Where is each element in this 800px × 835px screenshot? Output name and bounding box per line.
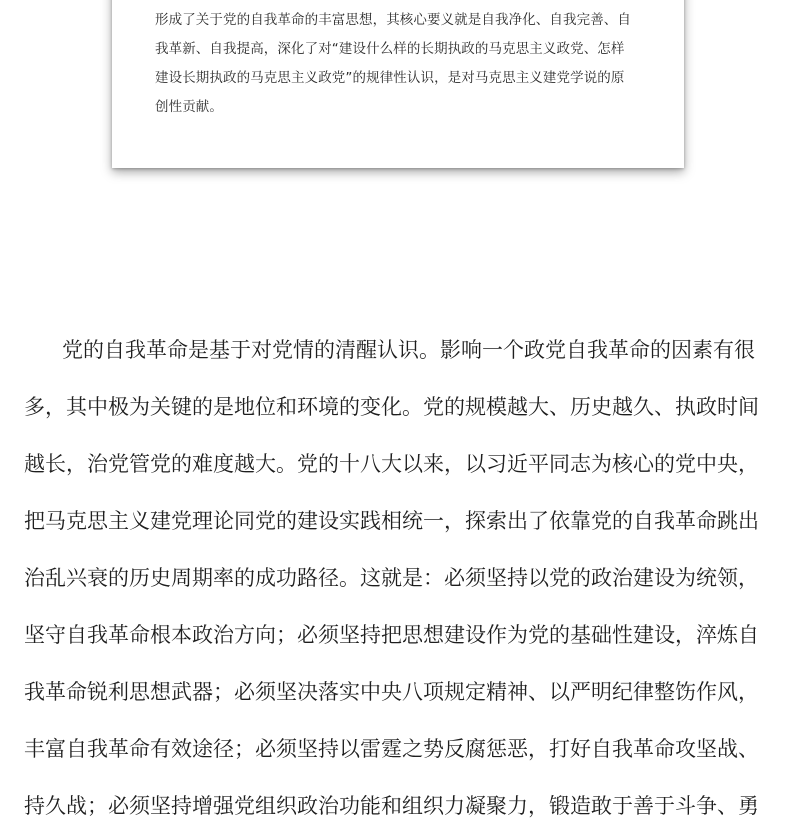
quote-line: 建设长期执政的马克思主义政党”的规律性认识，是对马克思主义建党学说的原 — [155, 70, 625, 86]
body-line: 多，其中极为关键的是地位和环境的变化。党的规模越大、历史越久、执政时间 — [24, 395, 759, 419]
body-line: 我革命锐利思想武器；必须坚决落实中央八项规定精神、以严明纪律整饬作风， — [24, 680, 759, 704]
quote-line: 创性贡献。 — [155, 99, 223, 115]
body-line: 坚守自我革命根本政治方向；必须坚持把思想建设作为党的基础性建设，淬炼自 — [24, 623, 759, 647]
body-line: 把马克思主义建党理论同党的建设实践相统一，探索出了依靠党的自我革命跳出 — [24, 509, 759, 533]
quote-paragraph — [155, 6, 655, 122]
body-paragraph — [24, 322, 784, 835]
quote-line: 形成了关于党的自我革命的丰富思想，其核心要义就是自我净化、自我完善、自 — [155, 12, 631, 28]
body-line: 持久战；必须坚持增强党组织政治功能和组织力凝聚力，锻造敢于善于斗争、勇 — [24, 794, 759, 818]
quote-line: 我革新、自我提高，深化了对“建设什么样的长期执政的马克思主义政党、怎样 — [155, 41, 625, 57]
body-line: 丰富自我革命有效途径；必须坚持以雷霆之势反腐惩恶，打好自我革命攻坚战、 — [24, 737, 759, 761]
body-line: 越长，治党管党的难度越大。党的十八大以来，以习近平同志为核心的党中央， — [24, 452, 759, 476]
body-line: 党的自我革命是基于对党情的清醒认识。影响一个政党自我革命的因素有很 — [62, 338, 755, 362]
body-line: 治乱兴衰的历史周期率的成功路径。这就是：必须坚持以党的政治建设为统领， — [24, 566, 759, 590]
quote-card — [112, 0, 684, 168]
